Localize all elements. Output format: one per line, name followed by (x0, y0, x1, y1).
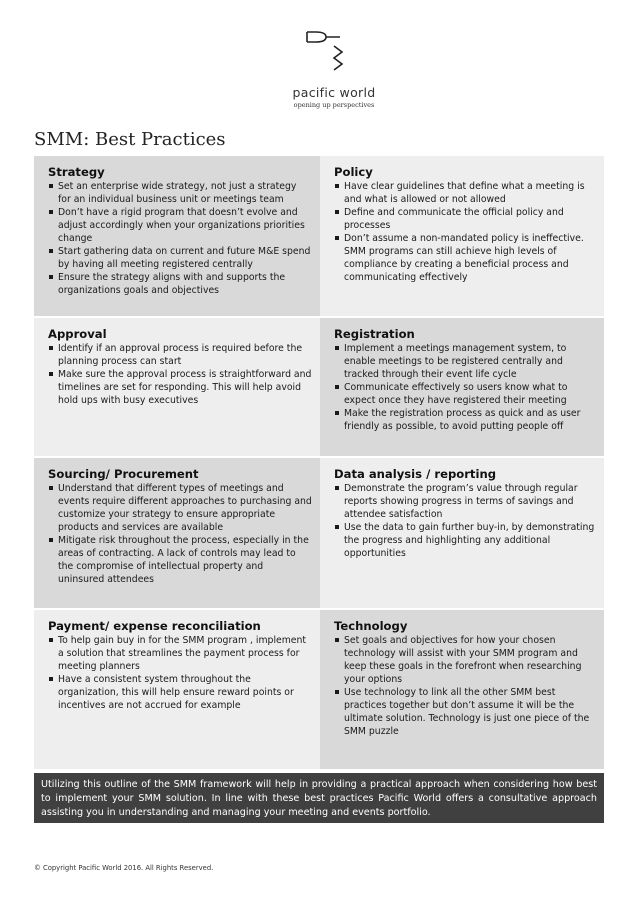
list-item: Communicate effectively so users know what to expect once they have registered their meeting (334, 381, 596, 407)
section-title: Technology (334, 619, 408, 633)
brand-name: pacific world (292, 85, 376, 100)
section-title: Data analysis / reporting (334, 467, 496, 481)
bullet-list (334, 482, 596, 560)
copyright-notice: © Copyright Pacific World 2016. All Rights Reserved. (34, 864, 214, 872)
section-title: Sourcing/ Procurement (48, 467, 199, 481)
list-item: Have a consistent system throughout the organization, this will help ensure reward points or incentives are not accrued for example (48, 673, 312, 712)
list-item: Set goals and objectives for how your chosen technology will assist with your SMM program and keep these goals in the forefront when researching your options (334, 634, 596, 686)
bullet-list (334, 342, 596, 433)
list-item: Have clear guidelines that define what a meeting is and what is allowed or not allowed (334, 180, 596, 206)
list-item: Don’t have a rigid program that doesn’t evolve and adjust accordingly when your organizations priorities change (48, 206, 312, 245)
list-item: Use the data to gain further buy-in, by demonstrating the progress and highlighting any additional opportunities (334, 521, 596, 560)
list-item: Identify if an approval process is required before the planning process can start (48, 342, 312, 368)
list-item: Implement a meetings management system, to enable meetings to be registered centrally and tracked through their event life cycle (334, 342, 596, 381)
best-practices-grid (34, 156, 604, 769)
bullet-list (48, 634, 312, 712)
list-item: Ensure the strategy aligns with and supports the organizations goals and objectives (48, 271, 312, 297)
list-item: Define and communicate the official policy and processes (334, 206, 596, 232)
bullet-list (334, 180, 596, 284)
list-item: Mitigate risk throughout the process, especially in the areas of contracting. A lack of controls may lead to the compromise of intellectual property and uninsured attendees (48, 534, 312, 586)
grid-row (34, 610, 604, 769)
section-title: Registration (334, 327, 415, 341)
section-title: Payment/ expense reconciliation (48, 619, 261, 633)
brand-header (0, 30, 638, 110)
pacific-world-logo-icon (296, 30, 356, 74)
section-title: Strategy (48, 165, 105, 179)
list-item: Don’t assume a non-mandated policy is ineffective. SMM programs can still achieve high levels of compliance by creating a beneficial process and communicating effectively (334, 232, 596, 284)
brand-tagline: opening up perspectives (293, 101, 375, 109)
list-item: Set an enterprise wide strategy, not just a strategy for an individual business unit or meetings team (48, 180, 312, 206)
list-item: Start gathering data on current and future M&E spend by having all meeting registered centrally (48, 245, 312, 271)
list-item: Use technology to link all the other SMM best practices together but don’t assume it will be the ultimate solution. Technology is just one piece of the SMM puzzle (334, 686, 596, 738)
grid-row (34, 156, 604, 316)
section-sourcing-procurement (34, 458, 320, 608)
section-registration (320, 318, 604, 456)
list-item: Understand that different types of meetings and events require different approaches to purchasing and customize your strategy to ensure appropriate products and services are available (48, 482, 312, 534)
grid-row (34, 318, 604, 456)
bullet-list (334, 634, 596, 738)
bullet-list (48, 342, 312, 407)
bullet-list (48, 180, 312, 297)
section-technology (320, 610, 604, 769)
section-payment-expense-reconciliation (34, 610, 320, 769)
page-title: SMM: Best Practices (34, 129, 226, 150)
bullet-list (48, 482, 312, 586)
grid-row (34, 458, 604, 608)
list-item: Make sure the approval process is straightforward and timelines are set for responding. This will help avoid hold ups with busy executives (48, 368, 312, 407)
section-policy (320, 156, 604, 316)
section-approval (34, 318, 320, 456)
list-item: To help gain buy in for the SMM program , implement a solution that streamlines the payment process for meeting planners (48, 634, 312, 673)
section-title: Policy (334, 165, 373, 179)
section-title: Approval (48, 327, 107, 341)
summary-box: Utilizing this outline of the SMM framework will help in providing a practical approach when considering how best to implement your SMM solution. In line with these best practices Pacific World offers a consultative approach assisting you in understanding and managing your meeting and events portfolio. (34, 773, 604, 823)
list-item: Make the registration process as quick and as user friendly as possible, to avoid putting people off (334, 407, 596, 433)
list-item: Demonstrate the program’s value through regular reports showing progress in terms of savings and attendee satisfaction (334, 482, 596, 521)
section-strategy (34, 156, 320, 316)
section-data-analysis-reporting (320, 458, 604, 608)
